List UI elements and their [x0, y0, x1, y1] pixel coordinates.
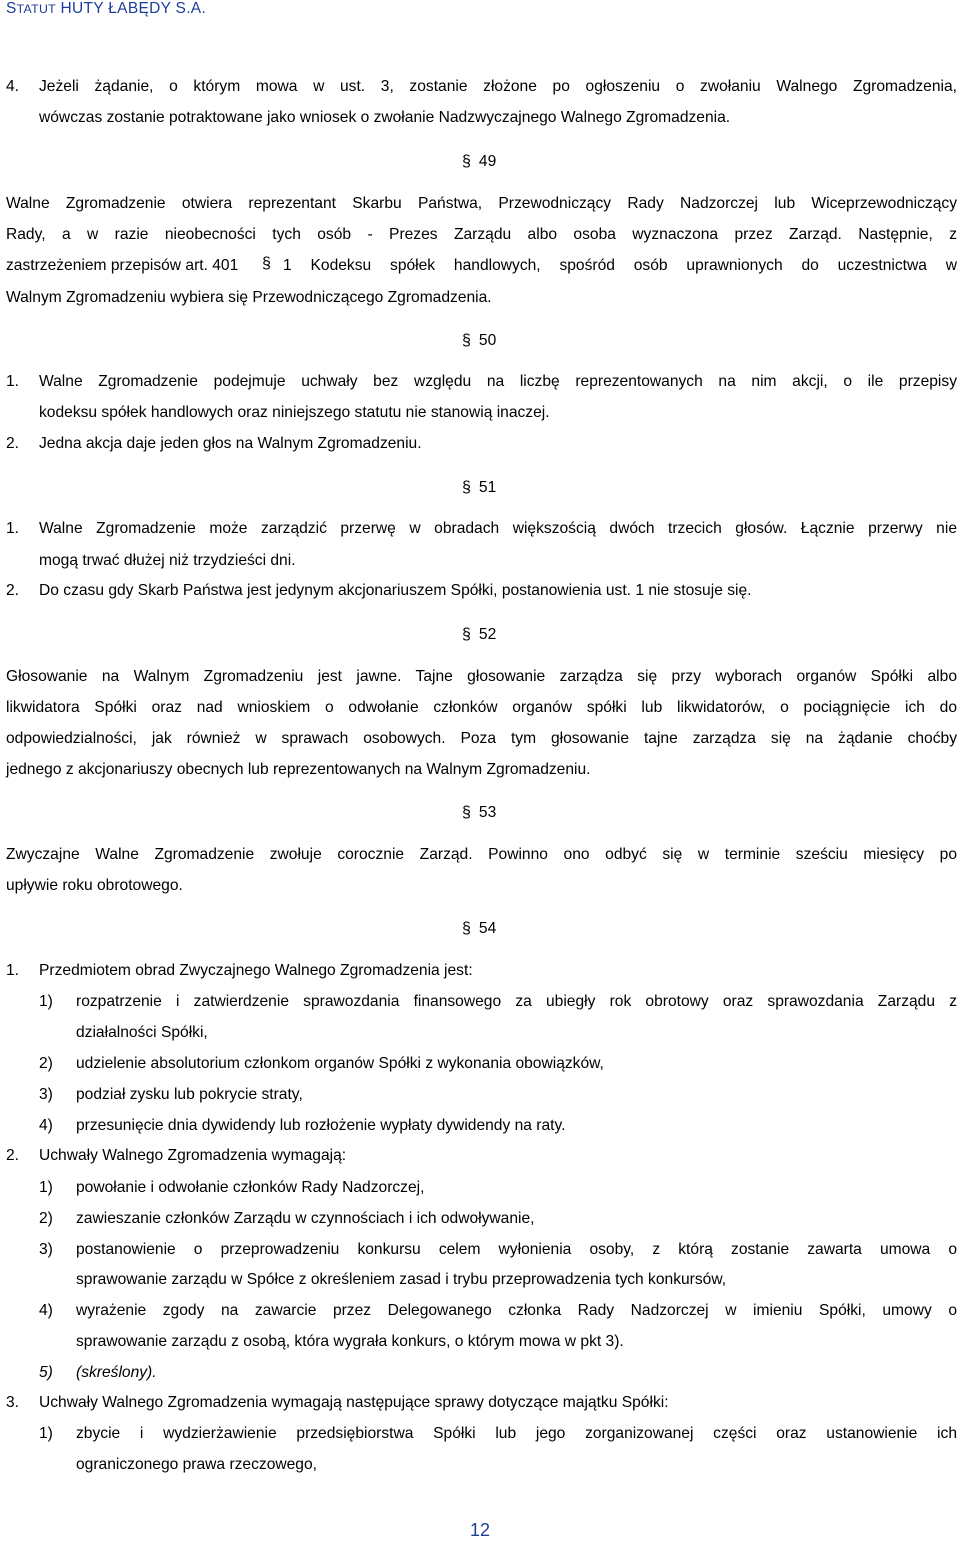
sub-item-number: 1) — [39, 1425, 53, 1442]
item-number: 3. — [6, 1394, 20, 1411]
section-heading-50 — [462, 331, 496, 351]
text-line: wówczas zostanie potraktowane jako wniosek o zwołanie Nadzwyczajnego Walnego Zgromadzenia. — [39, 109, 731, 126]
text-line: Przedmiotem obrad Zwyczajnego Walnego Zgromadzenia jest: — [39, 962, 473, 979]
text-line: Walnym Zgromadzeniu wybiera się Przewodniczącego Zgromadzenia. — [6, 289, 492, 306]
section-number: 49 — [478, 153, 497, 170]
section-heading-52 — [462, 625, 496, 645]
section-sign-icon: § — [462, 153, 471, 170]
sub-item-number: 4) — [39, 1117, 53, 1134]
sub-item-number: 5) — [39, 1364, 53, 1381]
text-line: Jeżeli żądanie, o którym mowa w ust. 3, zostanie złożone po ogłoszeniu o zwołaniu Walnego Zgromadzenia, — [39, 78, 957, 95]
text-line: postanowienie o przeprowadzeniu konkursu celem wyłonienia osoby, z którą zostanie zawarta umowa o — [76, 1241, 957, 1258]
header-first-letter: S — [6, 0, 17, 17]
text-line: podział zysku lub pokrycie straty, — [76, 1086, 303, 1103]
text-line: Jedna akcja daje jeden głos na Walnym Zgromadzeniu. — [39, 435, 422, 452]
section-number: 50 — [478, 332, 497, 349]
text-line: likwidatora Spółki oraz nad wnioskiem o odwołanie członków organów spółki lub likwidatorów, o pociągnięcie ich do — [6, 699, 957, 716]
item-number: 1. — [6, 373, 20, 390]
text-line: Do czasu gdy Skarb Państwa jest jedynym akcjonariuszem Spółki, postanowienia ust. 1 nie stosuje się. — [39, 582, 752, 599]
text-line: Uchwały Walnego Zgromadzenia wymagają: — [39, 1147, 347, 1164]
item-number: 4. — [6, 78, 20, 95]
sub-item-number: 4) — [39, 1302, 53, 1319]
text-line: przesunięcie dnia dywidendy lub rozłożenie wypłaty dywidendy na raty. — [76, 1117, 566, 1134]
section-number: 53 — [478, 804, 497, 821]
document-header — [6, 0, 206, 18]
item-number: 2. — [6, 1147, 20, 1164]
text-line: zastrzeżeniem przepisów art. 401 — [6, 257, 239, 274]
header-rest: HUTY ŁABĘDY S.A. — [55, 0, 207, 17]
text-line: Zwyczajne Walne Zgromadzenie zwołuje corocznie Zarząd. Powinno ono odbyć się w terminie sześciu miesięcy po — [6, 846, 957, 863]
text-line: wyrażenie zgody na zawarcie przez Delegowanego członka Rady Nadzorczej w imieniu Spółki, umowy o — [76, 1302, 957, 1319]
section-sign-icon: § — [462, 920, 471, 937]
section-number: 52 — [478, 626, 497, 643]
text-line: odpowiedzialności, jak również w sprawach osobowych. Poza tym głosowanie tajne zarządza się na żądanie choćby — [6, 730, 957, 747]
section-heading-49 — [462, 152, 496, 172]
text-line: ograniczonego prawa rzeczowego, — [76, 1456, 317, 1473]
text-line: sprawowanie zarządu w Spółce z określeniem zasad i trybu przeprowadzenia tych konkursów, — [76, 1271, 727, 1288]
item-number: 2. — [6, 582, 20, 599]
sub-item-number: 2) — [39, 1210, 53, 1227]
sub-item-number: 3) — [39, 1241, 53, 1258]
section-heading-51 — [462, 478, 496, 498]
text-line: udzielenie absolutorium członkom organów Spółki z wykonania obowiązków, — [76, 1055, 604, 1072]
item-number: 1. — [6, 962, 20, 979]
text-line: kodeksu spółek handlowych oraz niniejszego statutu nie stanowią inaczej. — [39, 404, 550, 421]
header-first-word-rest: TATUT — [16, 2, 56, 16]
text-line: upływie roku obrotowego. — [6, 877, 183, 894]
text-line: (skreślony). — [76, 1364, 157, 1381]
text-line: Głosowanie na Walnym Zgromadzeniu jest jawne. Tajne głosowanie zarządza się przy wyborach organów Spółki albo — [6, 668, 957, 685]
text-line: Walne Zgromadzenie podejmuje uchwały bez względu na liczbę reprezentowanych na nim akcji, o ile przepisy — [39, 373, 957, 390]
text-line: sprawowanie zarządu z osobą, która wygrała konkurs, o którym mowa w pkt 3). — [76, 1333, 624, 1350]
text-line: zawieszanie członków Zarządu w czynnościach i ich odwoływanie, — [76, 1210, 535, 1227]
item-number: 2. — [6, 435, 20, 452]
section-sign-icon: § — [462, 332, 471, 349]
text-line: Uchwały Walnego Zgromadzenia wymagają następujące sprawy dotyczące majątku Spółki: — [39, 1394, 669, 1411]
text-line: Walne Zgromadzenie otwiera reprezentant Skarbu Państwa, Przewodniczący Rady Nadzorczej lub Wiceprzewodniczący — [6, 195, 957, 212]
text-line: Walne Zgromadzenie może zarządzić przerwę w obradach większością dwóch trzecich głosów. Łącznie przerwy nie — [39, 520, 957, 537]
text-line: zbycie i wydzierżawienie przedsiębiorstwa Spółki lub jego zorganizowanej części oraz ustanowienie ich — [76, 1425, 957, 1442]
text-line: rozpatrzenie i zatwierdzenie sprawozdania finansowego za ubiegły rok obrotowy oraz sprawozdania Zarządu z — [76, 993, 957, 1010]
section-sign-icon: § — [462, 804, 471, 821]
item-number: 1. — [6, 520, 20, 537]
sub-item-number: 1) — [39, 993, 53, 1010]
text-line: Rady, a w razie nieobecności tych osób - Prezes Zarządu albo osoba wyznaczona przez Zarząd. Następnie, z — [6, 226, 957, 243]
page-number: 12 — [469, 1520, 491, 1540]
section-heading-54 — [462, 919, 496, 939]
section-heading-53 — [462, 803, 496, 823]
section-sign-icon: § — [462, 479, 471, 496]
text-line: powołanie i odwołanie członków Rady Nadzorczej, — [76, 1179, 425, 1196]
text-line: 1 Kodeksu spółek handlowych, spośród osób uprawnionych do uczestnictwa w — [283, 257, 957, 274]
text-line: mogą trwać dłużej niż trzydzieści dni. — [39, 552, 296, 569]
section-number: 54 — [478, 920, 497, 937]
section-sign-icon: § — [462, 626, 471, 643]
sub-item-number: 1) — [39, 1179, 53, 1196]
text-line: działalności Spółki, — [76, 1024, 208, 1041]
sub-item-number: 2) — [39, 1055, 53, 1072]
section-sign-icon: § — [262, 255, 271, 272]
section-number: 51 — [478, 479, 497, 496]
text-line: jednego z akcjonariuszy obecnych lub reprezentowanych na Walnym Zgromadzeniu. — [6, 761, 591, 778]
sub-item-number: 3) — [39, 1086, 53, 1103]
